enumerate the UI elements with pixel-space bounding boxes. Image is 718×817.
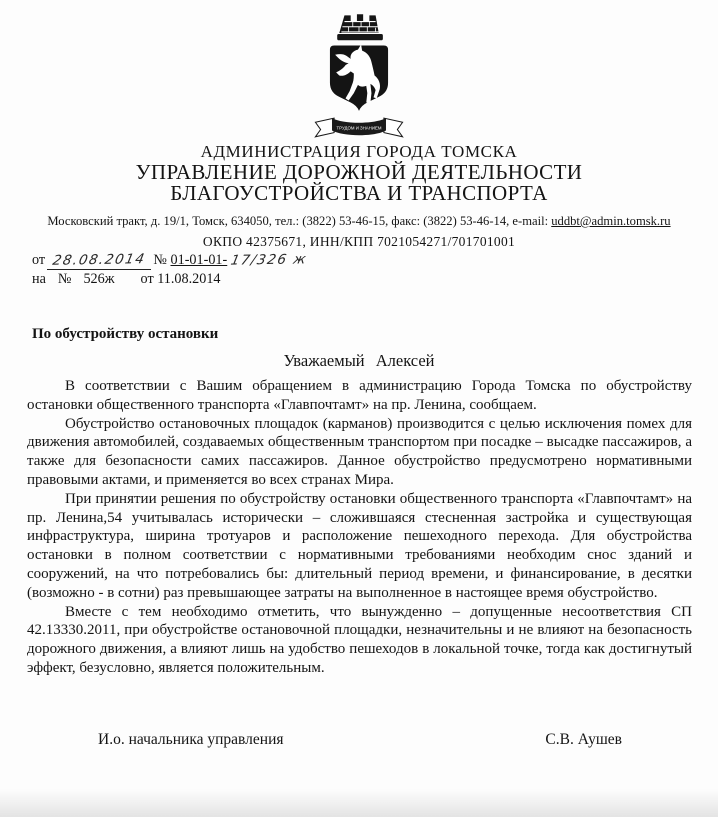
motto-ribbon-icon bbox=[315, 118, 402, 137]
address-text: Московский тракт, д. 19/1, Томск, 634050, тел.: (3822) 53-46-15, факс: (3822) 53-46-14, e-mail: bbox=[47, 214, 552, 228]
motto-text: ТРУДОМ И ЗНАНИЕМ bbox=[336, 125, 382, 131]
signer-name: С.В. Аушев bbox=[545, 731, 622, 748]
incoming-date: 11.08.2014 bbox=[157, 271, 221, 287]
registration-line: ОКПО 42375671, ИНН/КПП 7021054271/701701001 bbox=[202, 234, 516, 249]
document-number-printed: 01-01-01- bbox=[170, 252, 228, 268]
outgoing-date-label: от bbox=[32, 252, 46, 268]
paragraph: Вместе с тем необходимо отметить, что вынужденно – допущенные несоответствия СП 42.13330.2011, при обустройстве остановочной площадки, незначительны и не влияют на безопасность дорожного движения, а влияют лишь на удобство пешеходов в локальной точке, тогда как достигнутый эффект, безусловно, является положительным. bbox=[27, 603, 692, 676]
reference-block bbox=[32, 251, 307, 288]
paragraph: В соответствии с Вашим обращением в администрацию Города Томска по обустройству остановки общественного транспорта «Главпочтамт» на пр. Ленина, сообщаем. bbox=[27, 378, 692, 413]
paragraph: При принятии решения по обустройству остановки общественного транспорта «Главпочтамт» на пр. Ленина,54 учитывалась исторически – сложившаяся стесненная застройка и существующая инфраструктура, ширина тротуаров и расположение пешеходного перехода. Для обустройства остановки в полном соответствии с нормативными требованиями необходим снос зданий и сооружений, на что потребовались бы: длительный период времени, и финансирование, в десятки (возможно - в сотни) раз превышающее затраты на выполненное в настоящее время обустройство. bbox=[27, 490, 692, 601]
incoming-label: на bbox=[32, 271, 46, 287]
incoming-number: 526ж bbox=[83, 271, 115, 287]
incoming-date-label: от bbox=[140, 271, 154, 287]
paragraph: Обустройство остановочных площадок (карманов) производится с целью исключения помех для движения автомобилей, создаваемых общественным транспортом при посадке – высадке пассажиров, а также для безопасности самих пассажиров. Данное обустройство предусмотрено нормативными правовыми актами, и применяется во всех странах Мира. bbox=[27, 415, 692, 488]
subject-line: По обустройству остановки bbox=[32, 326, 219, 342]
mural-crown-icon bbox=[337, 14, 383, 40]
letter-body bbox=[27, 377, 692, 678]
org-name-line3: БЛАГОУСТРОЙСТВА И ТРАНСПОРТА bbox=[170, 181, 548, 205]
letterhead-titles bbox=[0, 142, 718, 204]
handwritten-outgoing-date: 28.08.2014 bbox=[51, 251, 148, 269]
email-link: uddbt@admin.tomsk.ru bbox=[551, 214, 671, 228]
incoming-number-sign: № bbox=[57, 271, 72, 287]
org-name-line1: АДМИНИСТРАЦИЯ ГОРОДА ТОМСКА bbox=[200, 142, 518, 161]
handwritten-document-number: 17/326 ж bbox=[229, 251, 309, 269]
tomsk-coat-of-arms bbox=[307, 6, 411, 148]
scan-artifact-shadow bbox=[0, 789, 718, 817]
salutation: Уважаемый Алексей bbox=[283, 351, 435, 370]
outgoing-reference-line bbox=[32, 251, 307, 270]
coat-of-arms-icon bbox=[307, 6, 411, 143]
signer-position: И.о. начальника управления bbox=[98, 731, 284, 748]
signature-row bbox=[27, 731, 692, 749]
number-sign: № bbox=[153, 252, 167, 268]
incoming-reference-line bbox=[32, 270, 307, 288]
outgoing-date-slot bbox=[47, 251, 151, 270]
org-name-line2: УПРАВЛЕНИЕ ДОРОЖНОЙ ДЕЯТЕЛЬНОСТИ bbox=[135, 160, 583, 184]
address-line bbox=[0, 214, 718, 229]
